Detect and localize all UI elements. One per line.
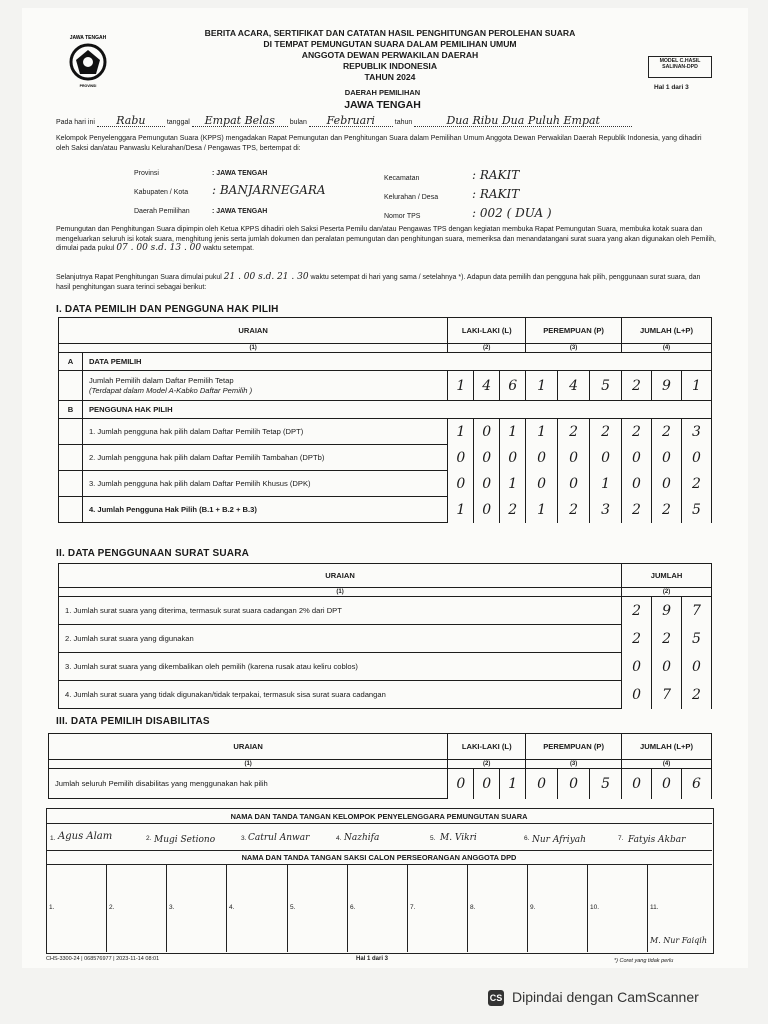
kpu-logo [62,30,114,90]
digit-cell: 0 [622,471,652,497]
p2-time: 21 . 00 s.d. 21 . 30 [223,272,309,282]
intro-line: Pada hari ini Rabu tanggal Empat Belas bulan Februari tahun Dua Ribu Dua Puluh Empat [56,116,716,128]
sub-header: (3) [526,344,622,353]
digit-cell: 5 [590,371,622,401]
kabupaten-value: : BANJARNEGARA [212,183,326,197]
digit-cell: 5 [682,625,712,653]
digit-cell: 0 [652,769,682,799]
digit-cell: 2 [558,497,590,523]
kabupaten-label: Kabupaten / Kota [134,189,189,196]
digit-cell: 0 [500,445,526,471]
model-line: MODEL C.HASIL [659,58,701,64]
digit-cell: 1 [526,419,558,445]
digit-cell: 0 [681,445,711,471]
digit-cell: 2 [622,625,652,653]
digit-cell: 9 [651,371,681,401]
tps-label: Nomor TPS [384,213,421,220]
table-row-label: 4. Jumlah Pengguna Hak Pilih (B.1 + B.2 + B.3) [82,497,447,523]
header-jumlah: JUMLAH (L+P) [622,734,712,760]
header-perempuan: PEREMPUAN (P) [526,734,622,760]
table-row-label: 3. Jumlah pengguna hak pilih dalam Daftar Pemilih Khusus (DPK) [82,471,447,497]
digit-cell: 0 [474,471,500,497]
section-3-table [48,733,712,799]
table-row-label: Jumlah Pemilih dalam Daftar Pemilih Tetap (Terdapat dalam Model A-Kabko Daftar Pemilih ) [82,371,447,401]
digit-cell: 7 [652,681,682,709]
section-2-table [58,563,712,709]
p1-time: 07 . 00 s.d. 13 . 00 [116,243,202,254]
header-uraian: URAIAN [59,564,622,588]
document-title [130,28,650,83]
kpps-sign-title: NAMA DAN TANDA TANGAN KELOMPOK PENYELENGGARA PEMUNGUTAN SUARA [230,812,528,821]
digit-cell: 2 [622,419,652,445]
model-box [648,56,712,78]
digit-cell: 6 [681,769,711,799]
digit-cell: 2 [681,471,711,497]
signature: Agus Alam [58,831,113,842]
digit-cell: 2 [651,497,681,523]
section-3-title: III. DATA PEMILIH DISABILITAS [56,716,210,727]
kelurahan-value: : RAKIT [472,187,520,201]
sub-header: (3) [526,760,622,769]
digit-cell: 2 [590,419,622,445]
region-label: DAERAH PEMILIHAN [344,88,421,97]
title-line: BERITA ACARA, SERTIFIKAT DAN CATATAN HASIL PENGHITUNGAN PEROLEHAN SUARA [204,28,576,38]
scanner-text: Dipindai dengan CamScanner [512,989,699,1005]
signature: Nazhifa [344,833,380,843]
digit-cell: 0 [448,769,474,799]
table-row-label: 3. Jumlah surat suara yang dikembalikan oleh pemilih (karena rusak atau keliru coblos) [59,653,622,681]
digit-cell: 2 [682,681,712,709]
digit-cell: 0 [526,471,558,497]
digit-cell: 0 [474,419,500,445]
sub-header: (4) [622,344,712,353]
digit-cell: 0 [526,769,558,799]
table-row-label: 1. Jumlah pengguna hak pilih dalam Daftar Pemilih Tetap (DPT) [82,419,447,445]
saksi-sign-title: NAMA DAN TANDA TANGAN SAKSI CALON PERSEORANGAN ANGGOTA DPD [241,853,517,862]
row-group-title: PENGGUNA HAK PILIH [82,401,711,419]
digit-cell: 0 [651,445,681,471]
sub-header: (2) [448,760,526,769]
sub-header: (1) [49,760,448,769]
table-row-label: 4. Jumlah surat suara yang tidak digunakan/tidak terpakai, termasuk sisa surat suara cadangan [59,681,622,709]
digit-cell: 2 [622,371,652,401]
digit-cell: 0 [651,471,681,497]
row-group-title: DATA PEMILIH [82,353,711,371]
header-laki: LAKI-LAKI (L) [448,734,526,760]
table-row-label: 2. Jumlah pengguna hak pilih dalam Daftar Pemilih Tambahan (DPTb) [82,445,447,471]
digit-cell: 0 [622,681,652,709]
signature: Nur Afriyah [532,835,586,845]
model-line: SALINAN-DPD [662,64,698,70]
digit-cell: 2 [622,497,652,523]
header-uraian: URAIAN [49,734,448,760]
digit-cell: 0 [590,445,622,471]
header-uraian: URAIAN [59,318,448,344]
signature: M. Vikri [440,833,477,843]
digit-cell: 0 [474,769,500,799]
digit-cell: 0 [474,497,500,523]
body-paragraph-1: Pemungutan dan Penghitungan Suara dipimpin oleh Ketua KPPS dihadiri oleh Saksi Peserta Pemilu dan/atau Pengawas TPS dengan kegiatan membuka Rapat Pemungutan Suara, membuka kotak suara dan mengeluarkan seluruh isi kotak suara, menghitung jenis serta jumlah dokumen dan peralatan pemungutan dan penghitungan suara, memeriksa dan menandatangani surat suara yang akan digunakan oleh Pemilih, dimulai pada pukul 07 . 00 s.d. 13 . 00 waktu setempat. [56,226,716,254]
title-line: REPUBLIK INDONESIA [342,61,438,71]
sub-header: (1) [59,344,448,353]
signature: Catrul Anwar [248,833,310,843]
digit-cell: 0 [448,445,474,471]
tanggal-value: Empat Belas [192,116,288,127]
kecamatan-value: : RAKIT [472,168,520,182]
signature: Fatyis Akbar [628,835,686,845]
table-row-label: Jumlah seluruh Pemilih disabilitas yang menggunakan hak pilih [49,769,448,799]
digit-cell: 1 [526,497,558,523]
digit-cell: 0 [474,445,500,471]
section-letter: B [59,401,83,419]
dapil-label: Daerah Pemilihan [134,208,190,215]
digit-cell: 0 [558,769,590,799]
digit-cell: 1 [500,419,526,445]
table-row-label: 2. Jumlah surat suara yang digunakan [59,625,622,653]
digit-cell: 1 [448,419,474,445]
digit-cell: 1 [500,471,526,497]
hari-value: Rabu [97,116,165,127]
tps-value: : 002 ( DUA ) [472,206,552,220]
digit-cell: 0 [558,445,590,471]
body-paragraph-2: Selanjutnya Rapat Penghitungan Suara dimulai pukul 21 . 00 s.d. 21 . 30 waktu setempat di hari yang sama / setelahnya *). Adapun data pemilih dan pengguna hak pilih, penggunaan surat suara, dan hasil penghitungan suara terinci sebagai berikut: [56,272,701,291]
digit-cell: 1 [448,497,474,523]
section-2-title: II. DATA PENGGUNAAN SURAT SUARA [56,548,250,559]
sub-header: (1) [59,588,622,597]
digit-cell: 3 [590,497,622,523]
digit-cell: 0 [622,653,652,681]
header-jumlah: JUMLAH (L+P) [622,318,712,344]
signature: M. Nur Faiqih [650,936,707,945]
title-line: ANGGOTA DEWAN PERWAKILAN DAERAH [301,50,479,60]
sub-header: (2) [448,344,526,353]
digit-cell: 2 [651,419,681,445]
digit-cell: 7 [682,597,712,625]
digit-cell: 6 [500,371,526,401]
digit-cell: 5 [681,497,711,523]
sub-header: (4) [622,760,712,769]
header-jumlah: JUMLAH [622,564,712,588]
section-1-table [58,317,712,523]
digit-cell: 2 [622,597,652,625]
digit-cell: 0 [448,471,474,497]
saksi-sign-row: 1. 2. 3. 4. 5. 6. 7. 8. 9. 10. 11. M. Nur Faiqih [49,904,707,945]
digit-cell: 0 [652,653,682,681]
header-laki: LAKI-LAKI (L) [448,318,526,344]
title-line: DI TEMPAT PEMUNGUTAN SUARA DALAM PEMILIHAN UMUM [263,39,517,49]
logo-text: JAWA TENGAH [69,35,107,41]
kpps-sign-row: 1. Agus Alam 2. Mugi Setiono 3. Catrul Anwar 4. Nazhifa 5. M. Vikri 6. Nur Afriyah 7. Fatyis Akbar [50,831,686,845]
page-indicator: Hal 1 dari 3 [654,84,689,91]
digit-cell: 1 [500,769,526,799]
signature: Mugi Setiono [154,835,216,845]
digit-cell: 5 [590,769,622,799]
digit-cell: 9 [652,597,682,625]
kelurahan-label: Kelurahan / Desa [384,194,439,201]
camscanner-icon: CS [488,990,504,1006]
provinsi-value: : JAWA TENGAH [212,170,268,177]
section-letter: A [59,353,83,371]
title-line: TAHUN 2024 [364,72,416,82]
region-name: JAWA TENGAH [344,99,421,111]
digit-cell: 0 [526,445,558,471]
provinsi-label: Provinsi [134,170,159,177]
sub-header: (2) [622,588,712,597]
digit-cell: 1 [448,371,474,401]
dapil-value: : JAWA TENGAH [212,208,268,215]
intro-text: Kelompok Penyelenggara Pemungutan Suara (KPPS) mengadakan Rapat Pemungutan dan Penghitungan Suara dalam Pemilihan Umum Anggota Dewan Perwakilan Daerah Republik Indonesia, yang dihadiri oleh Saksi dan/atau Panwaslu Kelurahan/Desa / Pengawas TPS, bertempat di: [56,135,702,152]
digit-cell: 1 [681,371,711,401]
digit-cell: 0 [558,471,590,497]
table-row-label: 1. Jumlah surat suara yang diterima, termasuk surat suara cadangan 2% dari DPT [59,597,622,625]
digit-cell: 1 [590,471,622,497]
digit-cell: 2 [652,625,682,653]
logo-subtext: PROVINSI [79,84,97,88]
digit-cell: 0 [682,653,712,681]
digit-cell: 0 [622,445,652,471]
digit-cell: 3 [681,419,711,445]
kecamatan-label: Kecamatan [384,175,420,182]
footer-note: *) Coret yang tidak perlu [614,958,674,964]
digit-cell: 1 [526,371,558,401]
digit-cell: 2 [558,419,590,445]
footer-page: Hal 1 dari 3 [356,956,389,962]
section-1-title: I. DATA PEMILIH DAN PENGGUNA HAK PILIH [56,304,279,315]
digit-cell: 4 [558,371,590,401]
scanner-watermark [482,985,752,1011]
header-perempuan: PEREMPUAN (P) [526,318,622,344]
footer-code: CHS-3300-24 | 068576977 | 2023-11-14 08:01 [46,956,160,962]
digit-cell: 4 [474,371,500,401]
digit-cell: 0 [622,769,652,799]
tahun-value: Dua Ribu Dua Puluh Empat [414,116,632,127]
bulan-value: Februari [309,116,393,127]
digit-cell: 2 [500,497,526,523]
